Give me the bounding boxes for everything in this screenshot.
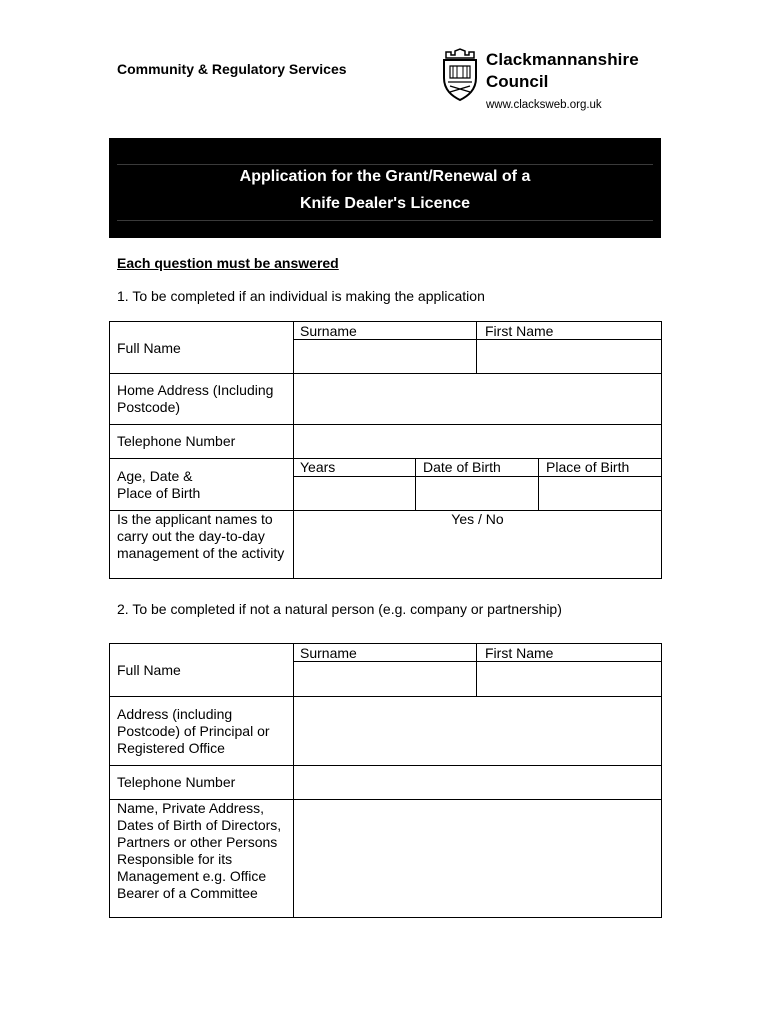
age-dob-pob-label: Age, Date & Place of Birth [117,468,201,501]
council-logo [440,48,650,116]
section1-heading: 1. To be completed if an individual is making the application [117,288,485,304]
company-surname-label: Surname [300,645,357,661]
day-to-day-management-label: Is the applicant names to carry out the day-to-day management of the activity [117,511,285,561]
surname-field[interactable] [294,340,476,373]
telephone-label: Telephone Number [117,433,236,449]
home-address-field[interactable] [294,374,661,424]
council-website: www.clacksweb.org.uk [486,99,602,111]
home-address-label: Home Address (Including Postcode) [117,382,274,415]
full-name-label: Full Name [117,340,181,356]
place-of-birth-label: Place of Birth [546,459,630,475]
section2-table [109,643,662,918]
department-name: Community & Regulatory Services [117,61,347,77]
date-of-birth-label: Date of Birth [423,459,501,475]
council-name-line2: Council [486,72,549,91]
company-surname-field[interactable] [294,662,476,696]
years-field[interactable] [294,477,415,510]
title-banner [109,138,661,238]
directors-partners-label: Name, Private Address, Dates of Birth of Directors, Partners or other Persons Responsible for its Management e.g. Office Bearer of a Committee [117,800,282,901]
principal-office-address-label: Address (including Postcode) of Principal or Registered Office [117,706,270,756]
first-name-field[interactable] [477,340,661,373]
directors-partners-field[interactable] [294,800,661,917]
first-name-label: First Name [485,323,554,339]
place-of-birth-field[interactable] [539,477,661,510]
date-of-birth-field[interactable] [416,477,538,510]
surname-label: Surname [300,323,357,339]
section2-heading: 2. To be completed if not a natural person (e.g. company or partnership) [117,601,562,617]
company-telephone-label: Telephone Number [117,774,236,790]
council-name-line1: Clackmannanshire [486,50,639,69]
form-title-line1: Application for the Grant/Renewal of a [239,168,531,185]
yes-no-option[interactable]: Yes / No [451,511,504,527]
form-title-line2: Knife Dealer's Licence [299,195,471,212]
company-full-name-label: Full Name [117,662,181,678]
company-first-name-field[interactable] [477,662,661,696]
principal-office-address-field[interactable] [294,697,661,765]
section1-table [109,321,662,579]
company-telephone-field[interactable] [294,766,661,799]
council-crest-icon [440,48,480,102]
company-first-name-label: First Name [485,645,554,661]
instruction-heading: Each question must be answered [117,255,339,271]
years-label: Years [300,459,336,475]
telephone-field[interactable] [294,425,661,458]
